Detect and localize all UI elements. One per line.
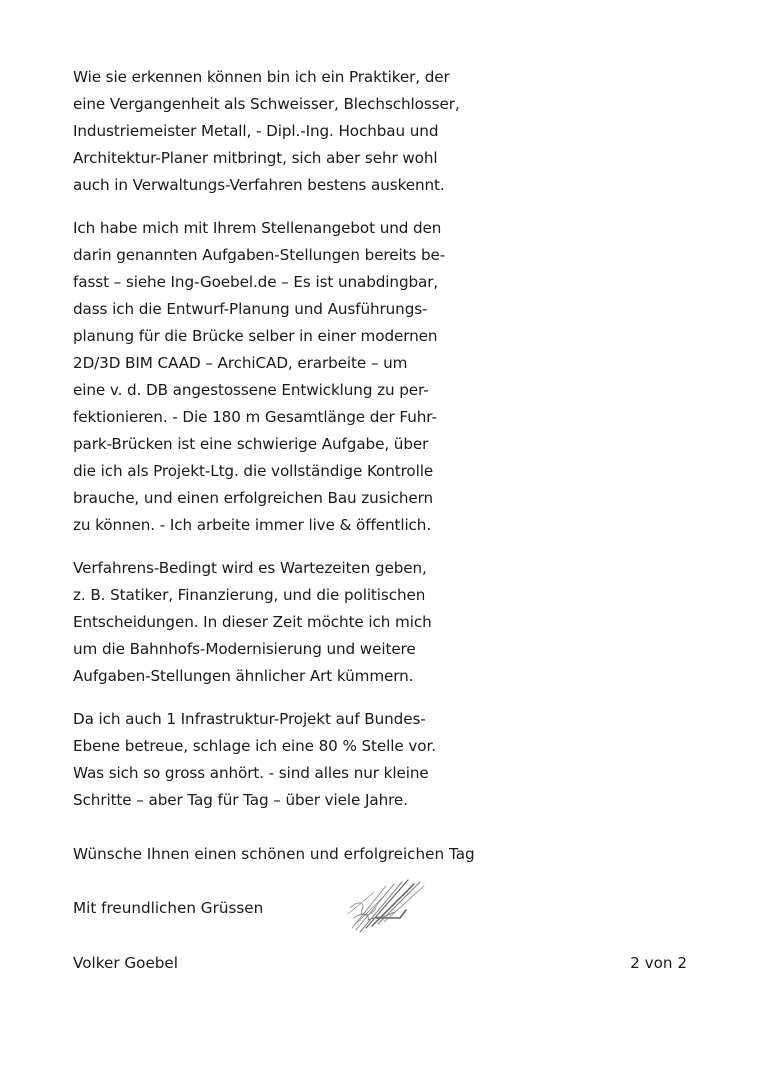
paragraph-job-offer: [73, 215, 693, 539]
paragraph-part-time: [73, 706, 693, 814]
text-line: Was sich so gross anhört. - sind alles nur kleine: [73, 764, 429, 782]
text-line: Schritte – aber Tag für Tag – über viele Jahre.: [73, 791, 408, 809]
signature-icon: [346, 878, 428, 936]
text-line: park-Brücken ist eine schwierige Aufgabe, über: [73, 435, 429, 453]
text-line: Architektur-Planer mitbringt, sich aber sehr wohl: [73, 149, 438, 167]
text-line: Verfahrens-Bedingt wird es Wartezeiten geben,: [73, 559, 427, 577]
author-name: Volker Goebel: [73, 954, 178, 972]
text-line: auch in Verwaltungs-Verfahren bestens auskennt.: [73, 176, 445, 194]
text-line: eine v. d. DB angestossene Entwicklung zu per-: [73, 381, 429, 399]
text-line: dass ich die Entwurf-Planung und Ausführungs-: [73, 300, 428, 318]
text-line: Da ich auch 1 Infrastruktur-Projekt auf Bundes-: [73, 710, 426, 728]
text-line: Entscheidungen. In dieser Zeit möchte ich mich: [73, 613, 432, 631]
text-line: die ich als Projekt-Ltg. die vollständige Kontrolle: [73, 462, 434, 480]
text-line: zu können. - Ich arbeite immer live & öffentlich.: [73, 516, 432, 534]
text-line: fasst – siehe Ing-Goebel.de – Es ist unabdingbar,: [73, 273, 439, 291]
text-line: 2D/3D BIM CAAD – ArchiCAD, erarbeite – um: [73, 354, 408, 372]
text-line: darin genannten Aufgaben-Stellungen bereits be-: [73, 246, 446, 264]
text-line: z. B. Statiker, Finanzierung, und die politischen: [73, 586, 426, 604]
paragraph-waiting-times: [73, 555, 693, 690]
text-line: Ich habe mich mit Ihrem Stellenangebot und den: [73, 219, 442, 237]
text-line: Industriemeister Metall, - Dipl.-Ing. Hochbau und: [73, 122, 439, 140]
letter-body: [73, 64, 693, 830]
closing-greeting: Mit freundlichen Grüssen: [73, 899, 264, 917]
text-line: planung für die Brücke selber in einer modernen: [73, 327, 438, 345]
text-line: Wie sie erkennen können bin ich ein Praktiker, der: [73, 68, 450, 86]
page-number: 2 von 2: [630, 954, 687, 972]
text-line: Aufgaben-Stellungen ähnlicher Art kümmern.: [73, 667, 414, 685]
closing-wish: Wünsche Ihnen einen schönen und erfolgreichen Tag: [73, 845, 475, 863]
text-line: um die Bahnhofs-Modernisierung und weitere: [73, 640, 416, 658]
text-line: Ebene betreue, schlage ich eine 80 % Stelle vor.: [73, 737, 436, 755]
text-line: eine Vergangenheit als Schweisser, Blechschlosser,: [73, 95, 460, 113]
paragraph-intro: [73, 64, 693, 199]
text-line: fektionieren. - Die 180 m Gesamtlänge der Fuhr-: [73, 408, 437, 426]
text-line: brauche, und einen erfolgreichen Bau zusichern: [73, 489, 434, 507]
